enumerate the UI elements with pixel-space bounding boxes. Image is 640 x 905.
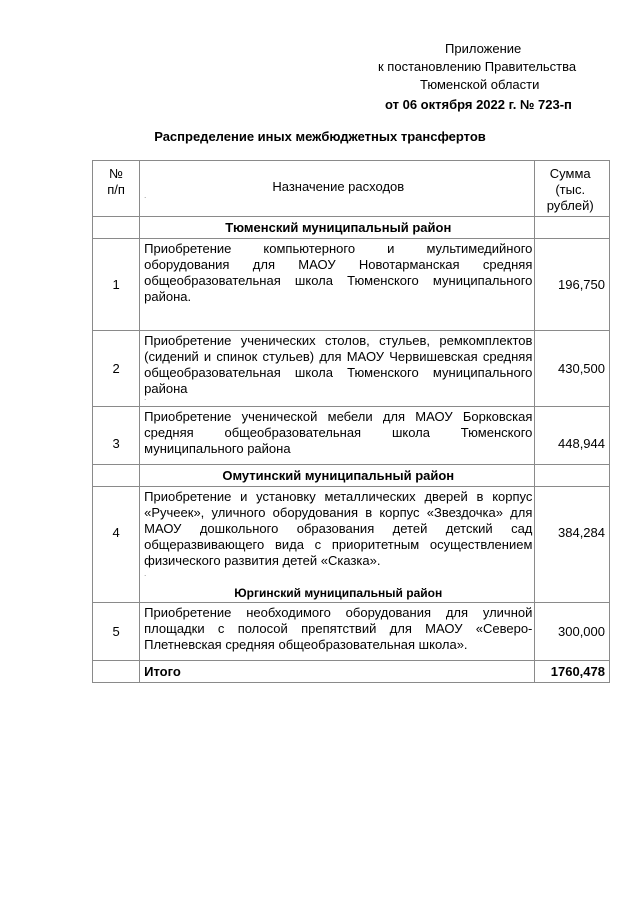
total-value: 1760,478 [535,661,610,683]
district-name: Тюменский муниципальный район [140,217,535,239]
district-name: Юргинский муниципальный район [234,586,443,600]
header-sum-line1: Сумма [549,166,591,181]
row-num: 4 [93,487,140,603]
header-purpose-label: Назначение расходов [272,179,405,194]
appendix-label: Приложение [445,41,522,56]
empty-cell [535,217,610,239]
total-row [93,661,610,683]
header-purpose [140,161,535,217]
row-num: 5 [93,603,140,661]
row-sum: 448,944 [535,407,610,465]
total-label: Итого [140,661,535,683]
row-desc-cell [140,603,535,661]
table-row [93,603,610,661]
table-row [93,487,610,603]
document-title: Распределение иных межбюджетных трансфертов [154,129,486,144]
row-sum: 384,284 [535,487,610,603]
district-name: Омутинский муниципальный район [140,465,535,487]
region-name: Тюменской области [420,77,540,92]
dot-mark: · [144,573,147,579]
row-sum: 196,750 [535,239,610,331]
table-row [93,239,610,331]
empty-cell [93,465,140,487]
resolution-date: от 06 октября 2022 г. № 723-п [385,97,572,112]
row-description: Приобретение ученических столов, стульев, ремкомплектов (сидений и спинок стульев) для МАОУ Червишевская средняя общеобразовательная школа Тюменского муниципального района [144,333,533,396]
table-header-row [93,161,610,217]
resolution-reference: к постановлению Правительства [378,59,577,74]
row-desc-cell [140,487,535,603]
header-num-line2: п/п [107,182,125,197]
header-sum-line2: (тыс. [555,182,586,197]
table-row [93,407,610,465]
empty-cell [535,465,610,487]
header-sum [535,161,610,217]
row-desc-cell [140,239,535,331]
row-description: Приобретение необходимого оборудования для уличной площадки с полосой препятствий для МАОУ «Северо-Плетневская средняя общеобразовательная школа». [144,605,533,652]
row-num: 1 [93,239,140,331]
row-num: 3 [93,407,140,465]
dot-mark: · [144,397,147,403]
header-sum-line3: рублей) [546,198,594,213]
header-num-line1: № [109,166,124,181]
district-row [93,217,610,239]
row-description: Приобретение ученической мебели для МАОУ Борковская средняя общеобразовательная школа Тюменского муниципального района [144,409,533,456]
empty-cell [93,217,140,239]
row-sum: 430,500 [535,331,610,407]
table-row [93,331,610,407]
row-sum: 300,000 [535,603,610,661]
row-desc-cell [140,407,535,465]
row-desc-cell [140,331,535,407]
header-num [93,161,140,217]
dot-mark: · [144,195,147,201]
empty-cell [93,661,140,683]
district-row [93,465,610,487]
row-description: Приобретение компьютерного и мультимедийного оборудования для МАОУ Новотарманская средняя общеобразовательная школа Тюменского муниципального района. [144,241,533,304]
row-description: Приобретение и установку металлических дверей в корпус «Ручеек», уличного оборудования в корпус «Звездочка» для МАОУ дошкольного образования детей детский сад общеразвивающего вида с приоритетным осуществлением физического развития детей «Сказка». [144,489,533,568]
transfers-table [92,160,610,683]
row-num: 2 [93,331,140,407]
